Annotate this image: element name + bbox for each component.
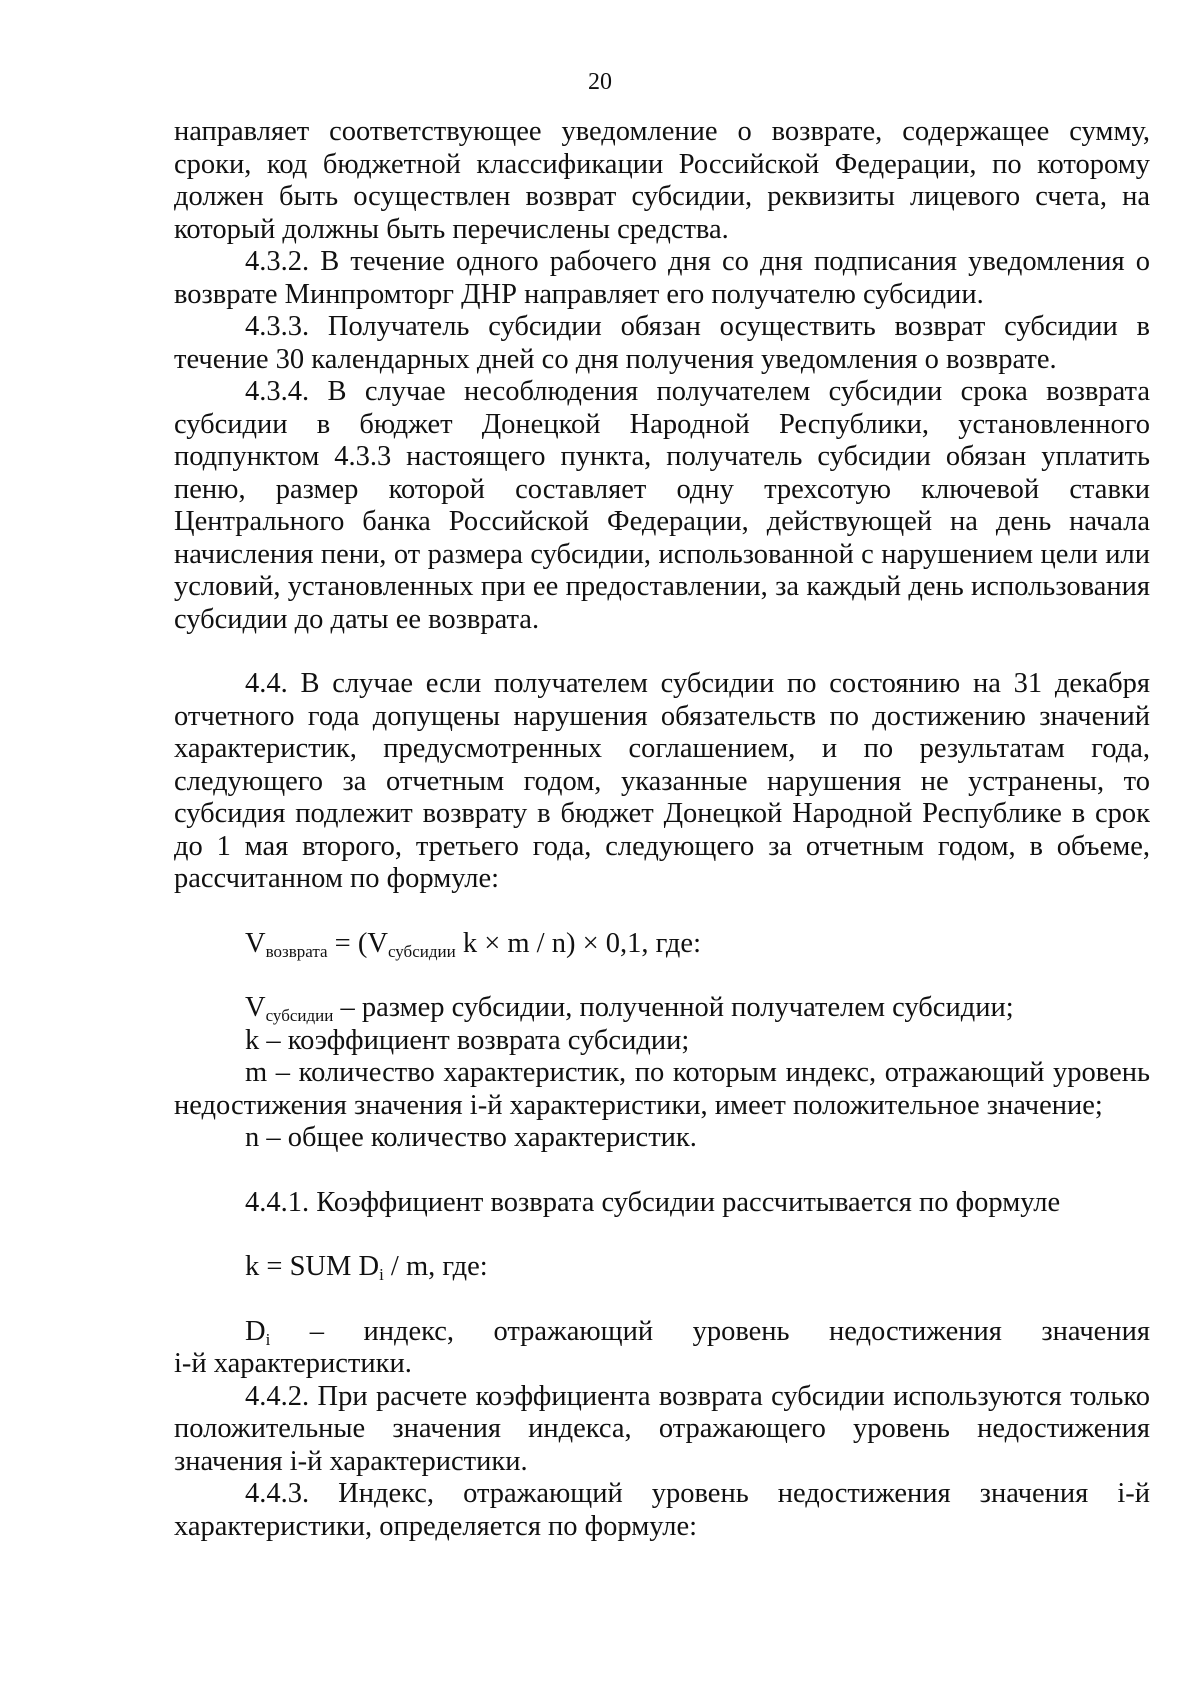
paragraph-4-3-4: 4.3.4. В случае несоблюдения получателем субсидии срока возврата субсидии в бюджет Донецкой Народной Республики, установленного подпунктом 4.3.3 настоящего пункта, получатель субсидии обязан уплатить пеню, размер которой составляет одну трехсотую ключевой ставки Центрального банка Российской Федерации, действующей на день начала начисления пени, от размера субсидии, использованной с нарушением цели или условий, установленных при ее предоставлении, за каждый день использования субсидии до даты ее возврата. — [174, 376, 1150, 635]
def-d-word: уровень — [692, 1315, 790, 1347]
page-number: 20 — [588, 69, 612, 95]
definition-n: n – общее количество характеристик. — [245, 1122, 697, 1153]
spacer — [174, 636, 1150, 668]
paragraph-4-4-2: 4.4.2. При расчете коэффициента возврата субсидии используются только положительные значения индекса, отражающего уровень недостижения значения i-й характеристики. — [174, 1380, 1150, 1477]
paragraph-4-4-3: 4.4.3. Индекс, отражающий уровень недостижения значения i-й характеристики, определяется по формуле: — [174, 1478, 1150, 1542]
definition-k: k – коэффициент возврата субсидии; — [245, 1024, 690, 1056]
formula2-right: / m, где: — [383, 1251, 488, 1282]
document-body — [174, 116, 1150, 1543]
def-d-word: – — [309, 1315, 325, 1347]
paragraph-4-3-3: 4.3.3. Получатель субсидии обязан осуществить возврат субсидии в течение 30 календарных дней со дня получения уведомления о возврате. — [174, 311, 1150, 375]
formula-return-volume — [174, 928, 1150, 961]
definition-v-subsidy — [174, 992, 1150, 1025]
spacer — [174, 1219, 1150, 1251]
paragraph-notice-content: направляет соответствующее уведомление о возврате, содержащее сумму, сроки, код бюджетной классификации Российской Федерации, по которому должен быть осуществлен возврат субсидии, реквизиты лицевого счета, на который должны быть перечислены средства. — [174, 116, 1150, 245]
paragraph-4-4: 4.4. В случае если получателем субсидии по состоянию на 31 декабря отчетного года допущены нарушения обязательств по достижению значений характеристик, предусмотренных соглашением, и по результатам года, следующего за отчетным годом, указанные нарушения не устранены, то субсидия подлежит возврату в бюджет Донецкой Народной Республике в срок до 1 мая второго, третьего года, следующего за отчетным годом, в объеме, рассчитанном по формуле: — [174, 668, 1150, 894]
paragraph-4-4-1: 4.4.1. Коэффициент возврата субсидии рассчитывается по формуле — [245, 1186, 1061, 1218]
formula-sub-return: возврата — [265, 941, 328, 961]
formula-eq-open: = (V — [327, 927, 388, 959]
def-d-word: значения — [1041, 1315, 1150, 1347]
formula-coefficient — [174, 1251, 1150, 1284]
definition-d-continuation: i-й характеристики. — [174, 1348, 412, 1379]
definition-d-row — [174, 1316, 1150, 1349]
def-d-word: индекс, — [363, 1315, 455, 1347]
paragraph-4-3-2: 4.3.2. В течение одного рабочего дня со дня подписания уведомления о возврате Минпромторг ДНР направляет его получателю субсидии. — [174, 246, 1150, 310]
formula2-left: k = SUM D — [245, 1251, 380, 1282]
spacer — [174, 896, 1150, 928]
def-d-symbol — [245, 1316, 270, 1349]
definition-m: m – количество характеристик, по которым индекс, отражающий уровень недостижения значения i-й характеристики, имеет положительное значение; — [174, 1057, 1150, 1121]
def-v-text: – размер субсидии, полученной получателем субсидии; — [333, 992, 1014, 1023]
formula2-sub: i — [379, 1265, 384, 1284]
def-d-letter: D — [245, 1315, 266, 1347]
def-v-sub: субсидии — [265, 1006, 334, 1025]
spacer — [174, 960, 1150, 992]
def-d-word: недостижения — [828, 1315, 1002, 1347]
spacer — [174, 1155, 1150, 1187]
formula-sub-subsidy: субсидии — [387, 941, 456, 961]
def-d-word: отражающий — [493, 1315, 654, 1347]
formula-rest: k × m / n) × 0,1, где: — [455, 927, 701, 959]
spacer — [174, 1284, 1150, 1316]
def-d-sub: i — [265, 1329, 271, 1349]
formula-v: V — [245, 927, 266, 959]
def-v-symbol: V — [245, 992, 266, 1023]
